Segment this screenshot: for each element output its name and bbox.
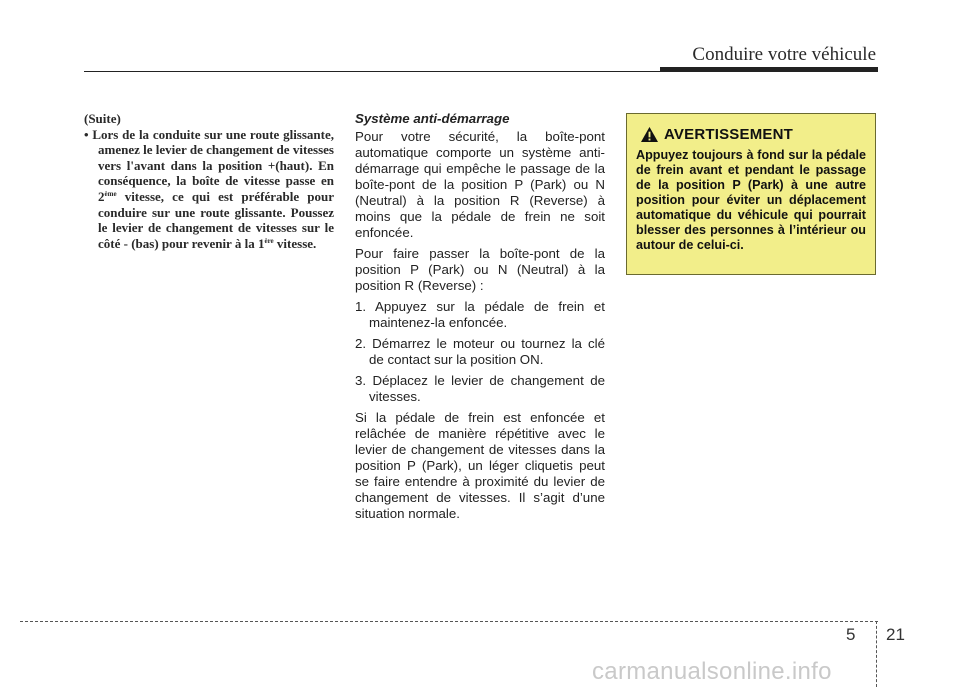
header-rule-accent xyxy=(660,67,878,72)
warning-header xyxy=(636,124,866,144)
bullet-mark: • xyxy=(84,126,89,142)
superscript-2: ère xyxy=(264,236,274,245)
step-1: 1. Appuyez sur la pédale de frein et maintenez-la enfoncée. xyxy=(355,299,605,330)
paragraph-1: Pour votre sécurité, la boîte-pont automatique comporte un système anti-démarrage qui empêche le passage de la boîte-pont de la position P (Park) ou N (Neutral) à la position R (Reverse) à moins que la pédale de frein ne soit enfoncée. xyxy=(355,129,605,240)
warning-box xyxy=(626,113,876,275)
paragraph-2: Pour faire passer la boîte-pont de la position P (Park) ou N (Neutral) à la position R (Reverse) : xyxy=(355,246,605,293)
step-3: 3. Déplacez le levier de changement de vitesses. xyxy=(355,373,605,404)
section-heading: Système anti-démarrage xyxy=(355,111,510,126)
page-number: 21 xyxy=(886,625,905,644)
middle-column xyxy=(355,111,605,527)
page-number-separator xyxy=(876,621,878,687)
warning-title: AVERTISSEMENT xyxy=(664,125,794,143)
left-column xyxy=(84,111,334,251)
footer-rule xyxy=(20,621,878,622)
continued-label: (Suite) xyxy=(84,111,121,126)
chapter-number: 5 xyxy=(846,625,856,644)
watermark: carmanualsonline.info xyxy=(592,658,832,685)
header-rule xyxy=(84,71,662,72)
step-2: 2. Démarrez le moteur ou tournez la clé de contact sur la position ON. xyxy=(355,336,605,367)
bullet-text-3: vitesse. xyxy=(273,235,317,251)
warning-triangle-icon xyxy=(640,126,659,143)
paragraph-3: Si la pédale de frein est enfoncée et relâchée de manière répétitive avec le levier de changement de vitesses dans la position P (Park), un léger cliquetis peut se faire entendre à proximité du levier de changement de vitesses. Il s’agit d’une situation normale. xyxy=(355,410,605,521)
warning-text: Appuyez toujours à fond sur la pédale de frein avant et pendant le passage de la position P (Park) à une autre position pour éviter un déplacement automatique du véhicule qui pourrait blesser des personnes à l’intérieur ou autour de celui-ci. xyxy=(636,148,866,252)
superscript-1: ème xyxy=(104,189,117,198)
header-title: Conduire votre véhicule xyxy=(692,44,876,65)
bullet-item xyxy=(84,127,334,252)
bullet-text-1: Lors de la conduite sur une route glissante, amenez le levier de changement de vitesses vers l'avant dans la position +(haut). En conséquence, la boîte de vitesse passe en 2 xyxy=(92,126,335,204)
bullet-text-2: vitesse, ce qui est préférable pour conduire sur une route glissante. Poussez le levier de changement de vitesses sur le côté - (bas) pour revenir à la 1 xyxy=(98,188,334,251)
